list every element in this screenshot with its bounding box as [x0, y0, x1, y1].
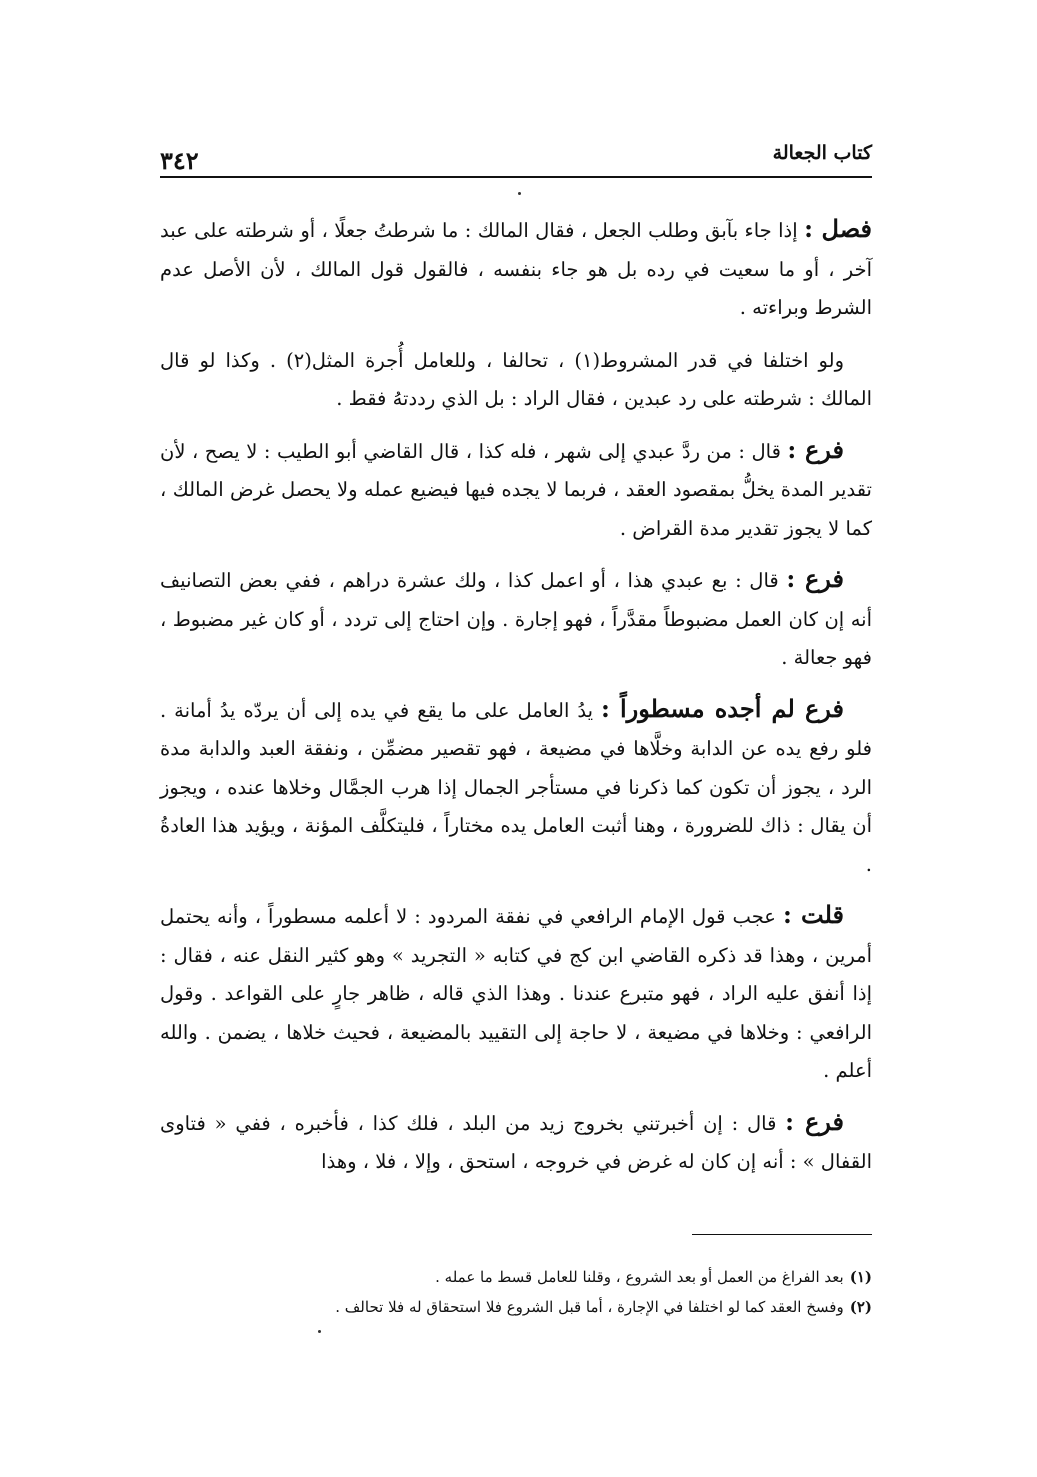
paragraph-far-3: [160, 690, 872, 885]
section-lead: فرع :: [785, 1106, 845, 1136]
paragraph-text: يدُ العامل على ما يقع في يده إلى أن يردّه يدُ أمانة . فلو رفع يده عن الدابة وخلَّاها في مضيعة ، فهو تقصير مضمِّن ، ونفقة العبد والدابة مدة الرد ، يجوز أن تكون كما ذكرنا في مستأجر الجمال إذا هرب الجمَّال وخلاها عنده ، ويجوز أن يقال : ذاك للضرورة ، وهنا أثبت العامل يده مختاراً ، فليتكلَّف المؤنة ، ويؤيد هذا العادةُ .: [160, 698, 872, 876]
footnote-number: (١): [849, 1268, 872, 1286]
footnote-2: [160, 1292, 872, 1322]
paragraph-text: قال : من ردَّ عبدي إلى شهر ، فله كذا ، قال القاضي أبو الطيب : لا يصح ، لأن تقدير المدة يخلُّ بمقصود العقد ، فربما لا يجده فيها فيضيع عمله ولا يحصل غرض المالك ، كما لا يجوز تقدير مدة القراض .: [160, 439, 872, 540]
footnote-separator: [692, 1234, 872, 1235]
page-number: ٣٤٢: [160, 146, 199, 175]
section-lead: فرع :: [787, 434, 844, 464]
paragraph-text: ولو اختلفا في قدر المشروط(١) ، تحالفا ، وللعامل أُجرة المثل(٢) . وكذا لو قال المالك : شرطته على رد عبدين ، فقال الراد : بل الذي رددتهُ فقط .: [160, 348, 872, 410]
section-lead: فرع لم أجده مسطوراً :: [601, 693, 844, 723]
paragraph-text: إذا جاء بآبق وطلب الجعل ، فقال المالك : ما شرطتُ جعلًا ، أو شرطته على عبد آخر ، أو ما سعيت في رده بل هو جاء بنفسه ، فالقول قول المالك ، لأن الأصل عدم الشرط وبراءته .: [160, 219, 872, 319]
footnote-text: وفسخ العقد كما لو اختلفا في الإجارة ، أما قبل الشروع فلا استحقاق له فلا تحالف .: [335, 1298, 844, 1316]
main-text: [160, 210, 872, 1194]
footnote-1: [160, 1262, 872, 1292]
footnote-text: بعد الفراغ من العمل أو بعد الشروع ، وقلنا للعامل قسط ما عمله .: [435, 1268, 844, 1286]
section-lead: قلت :: [782, 900, 844, 929]
running-title: كتاب الجعالة: [772, 142, 872, 164]
footnote-number: (٢): [849, 1298, 872, 1316]
paragraph-disagreement: [160, 340, 872, 419]
paragraph-far-4: [160, 1103, 872, 1182]
paragraph-fasl: [160, 210, 872, 328]
paragraph-text: قال : بع عبدي هذا ، أو اعمل كذا ، ولك عشرة دراهم ، ففي بعض التصانيف أنه إن كان العمل مضبوطاً مقدَّراً ، فهو إجارة . وإن احتاج إلى تردد ، أو كان غير مضبوط ، فهو جعالة .: [160, 569, 872, 669]
paragraph-qultu: [160, 896, 872, 1091]
paragraph-far-2: [160, 560, 872, 678]
footnote-list: [160, 1262, 872, 1322]
section-lead: فصل :: [804, 214, 872, 243]
print-speck: [318, 1330, 321, 1333]
paragraph-text: عجب قول الإمام الرافعي في نفقة المردود : لا أعلمه مسطوراً ، وأنه يحتمل أمرين ، وهذا قد ذكره القاضي ابن كج في كتابه « التجريد » وهو كثير النقل عنه ، فقال : إذا أنفق عليه الراد ، فهو متبرع عندنا . وهذا الذي قاله ، ظاهر جارٍ على القواعد . وقول الرافعي : وخلاها في مضيعة ، لا حاجة إلى التقييد بالمضيعة ، فحيث خلاها ، يضمن . والله أعلم .: [160, 905, 872, 1082]
section-lead: فرع :: [786, 564, 844, 593]
print-speck: [518, 192, 521, 195]
paragraph-far-1: [160, 431, 872, 549]
paragraph-text: قال : إن أخبرتني بخروج زيد من البلد ، فلك كذا ، فأخبره ، ففي « فتاوى القفال » : أنه إن كان له غرض في خروجه ، استحق ، وإلا ، فلا ، وهذا: [160, 1111, 872, 1173]
page-header: [160, 142, 872, 178]
